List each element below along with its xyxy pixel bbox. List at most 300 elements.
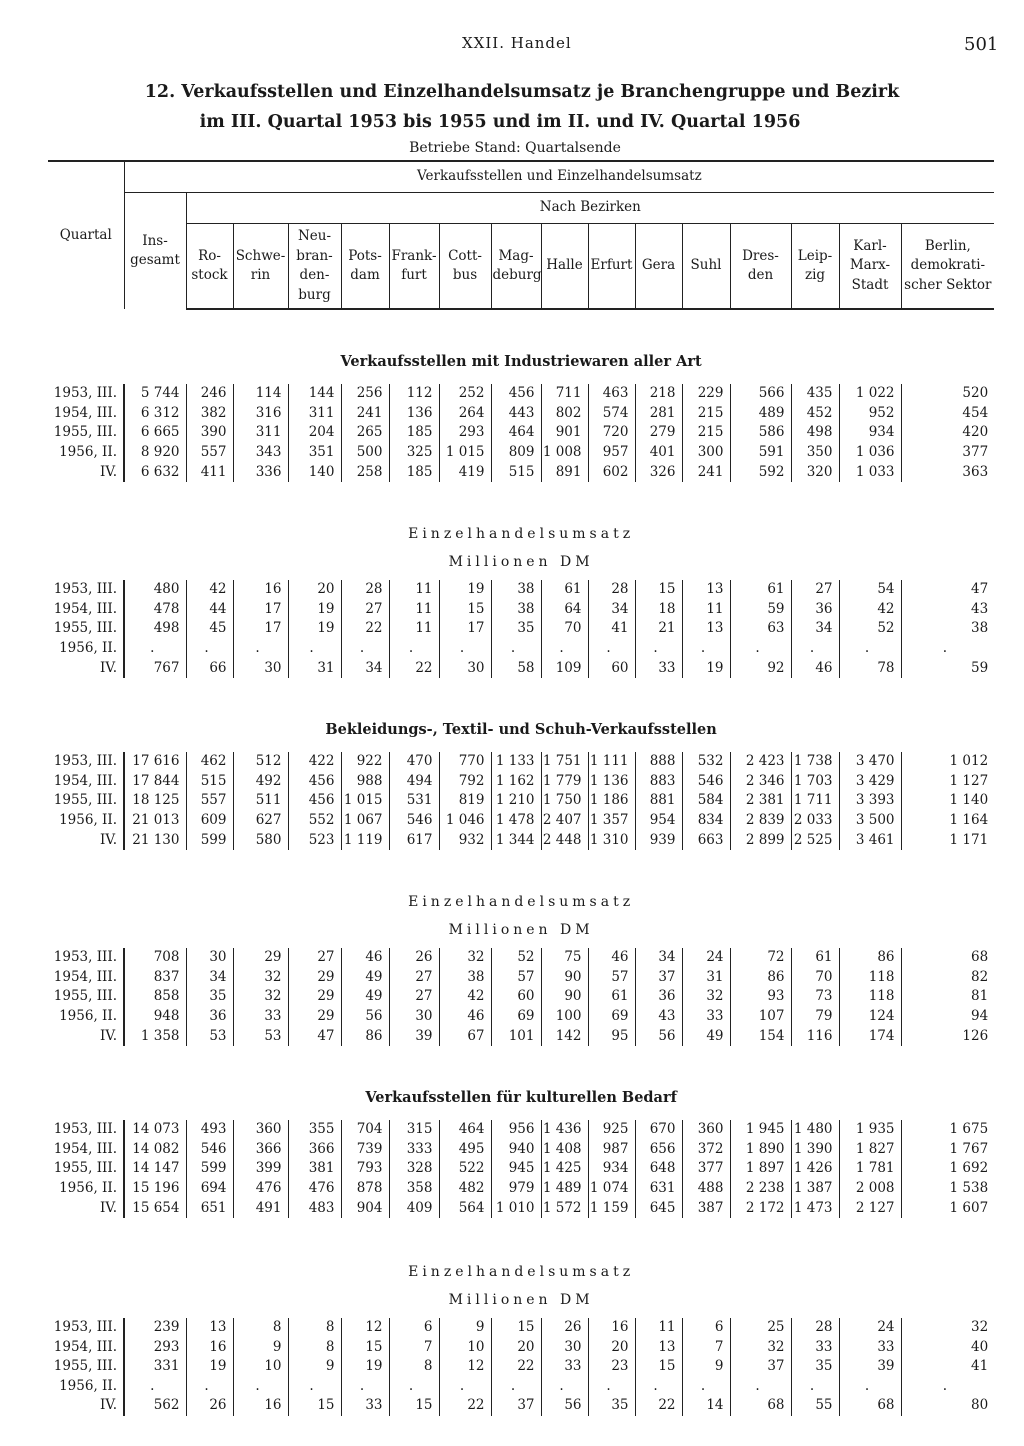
table-cell: 215 [682, 404, 730, 424]
table-cell: 16 [588, 1318, 635, 1338]
table-cell: 69 [491, 1007, 541, 1027]
table-cell: 456 [288, 791, 341, 811]
table-cell: . [588, 639, 635, 659]
table-row [48, 600, 994, 620]
table-cell: 574 [588, 404, 635, 424]
row-label-quartal: IV. [48, 1199, 124, 1219]
table-cell: 377 [901, 443, 994, 463]
table-cell: 1 478 [491, 811, 541, 831]
table-cell: 66 [186, 659, 233, 679]
table-cell: 617 [389, 831, 439, 851]
table-cell: 55 [791, 1396, 839, 1416]
col-header-bezirk: Erfurt [588, 224, 635, 310]
table-header [48, 161, 994, 309]
table-cell: 1 067 [341, 811, 389, 831]
table-cell: 34 [635, 948, 682, 968]
table-cell: 401 [635, 443, 682, 463]
table-cell: 2 448 [541, 831, 588, 851]
table-cell: 1 489 [541, 1179, 588, 1199]
table-cell: 109 [541, 659, 588, 679]
cell-insgesamt: 14 147 [132, 1160, 180, 1177]
table-cell: . [288, 1377, 341, 1397]
cell-insgesamt: 18 125 [132, 792, 180, 809]
table-cell: 881 [635, 791, 682, 811]
table-cell: 33 [541, 1357, 588, 1377]
col-group-header: Verkaufsstellen und Einzelhandelsumsatz [124, 161, 994, 193]
table-cell: 552 [288, 811, 341, 831]
section-heading: Verkaufsstellen für kulturellen Bedarf [365, 1089, 677, 1107]
table-cell: 609 [186, 811, 233, 831]
table-cell: 185 [389, 423, 439, 443]
table-cell: 10 [439, 1338, 491, 1358]
table-cell: 56 [635, 1027, 682, 1047]
table-cell: 49 [341, 987, 389, 1007]
table-cell: 100 [541, 1007, 588, 1027]
table-cell: . [588, 1377, 635, 1397]
table-cell: . [186, 639, 233, 659]
table-cell: 711 [541, 384, 588, 404]
table-cell: 586 [730, 423, 791, 443]
table-cell: 11 [389, 580, 439, 600]
table-cell: 70 [541, 619, 588, 639]
table-cell: 37 [635, 968, 682, 988]
table-cell: 454 [901, 404, 994, 424]
table-cell: 1 897 [730, 1159, 791, 1179]
table-cell: 24 [839, 1318, 901, 1338]
table-cell: 241 [682, 463, 730, 483]
table-cell: 35 [491, 619, 541, 639]
section-heading: Bekleidungs-, Textil- und Schuh-Verkaufsstellen [325, 721, 717, 739]
table-cell: 957 [588, 443, 635, 463]
table-cell: 86 [730, 968, 791, 988]
table-cell: . [233, 639, 288, 659]
table-cell: 43 [901, 600, 994, 620]
table-cell: 12 [341, 1318, 389, 1338]
table-cell: 124 [839, 1007, 901, 1027]
table-row [48, 1179, 994, 1199]
table-cell: 33 [341, 1396, 389, 1416]
row-label-quartal: 1955, III. [48, 1159, 124, 1179]
table-cell: 1 140 [901, 791, 994, 811]
table-cell: 41 [588, 619, 635, 639]
cell-insgesamt: 17 616 [132, 753, 180, 770]
table-cell: 2 033 [791, 811, 839, 831]
table-cell: 904 [341, 1199, 389, 1219]
cell-insgesamt: . [150, 640, 155, 656]
table-cell: 59 [901, 659, 994, 679]
table-cell: 1 186 [588, 791, 635, 811]
table-cell: 1 779 [541, 772, 588, 792]
table-cell: 29 [288, 987, 341, 1007]
table-cell: 1 008 [541, 443, 588, 463]
table-cell: 75 [541, 948, 588, 968]
table-cell: 532 [682, 752, 730, 772]
section-unit: Millionen DM [448, 1292, 594, 1309]
table-cell: 118 [839, 968, 901, 988]
table-cell: 591 [730, 443, 791, 463]
table-cell: 443 [491, 404, 541, 424]
table-cell: 2 346 [730, 772, 791, 792]
table-cell: 20 [288, 580, 341, 600]
table-cell: 114 [233, 384, 288, 404]
table-cell: 17 [233, 619, 288, 639]
table-cell: 316 [233, 404, 288, 424]
table-cell: 1 572 [541, 1199, 588, 1219]
running-title: XXII. Handel [462, 34, 572, 52]
table-cell: . [341, 1377, 389, 1397]
table-cell: 27 [341, 600, 389, 620]
table-cell: 1 046 [439, 811, 491, 831]
table-cell: 476 [288, 1179, 341, 1199]
table-cell: 1 890 [730, 1140, 791, 1160]
table-cell: 9 [439, 1318, 491, 1338]
table-cell: 1 473 [791, 1199, 839, 1219]
table-cell: 834 [682, 811, 730, 831]
table-cell: 40 [901, 1338, 994, 1358]
table-cell: 28 [588, 580, 635, 600]
table-row [48, 1140, 994, 1160]
table-cell: 52 [839, 619, 901, 639]
table-cell: 39 [839, 1357, 901, 1377]
table-cell: 328 [389, 1159, 439, 1179]
table-cell: 483 [288, 1199, 341, 1219]
table-cell: 86 [839, 948, 901, 968]
table-cell: 891 [541, 463, 588, 483]
table-cell: 883 [635, 772, 682, 792]
table-cell: 1 425 [541, 1159, 588, 1179]
table-cell: 1 675 [901, 1120, 994, 1140]
col-header-quartal: Quartal [48, 161, 124, 309]
table-cell: . [491, 1377, 541, 1397]
table-row [48, 811, 994, 831]
col-header-bezirk: Pots- dam [341, 224, 389, 310]
table-cell: 36 [635, 987, 682, 1007]
table-cell: 326 [635, 463, 682, 483]
table-cell: 531 [389, 791, 439, 811]
cell-insgesamt: 8 920 [140, 444, 180, 461]
table-cell: 495 [439, 1140, 491, 1160]
table-cell: 584 [682, 791, 730, 811]
table-row [48, 752, 994, 772]
table-cell: 411 [186, 463, 233, 483]
table-cell: 46 [439, 1007, 491, 1027]
table-cell: 1 164 [901, 811, 994, 831]
table-cell: 53 [233, 1027, 288, 1047]
row-label-quartal: 1953, III. [48, 752, 124, 772]
row-label-quartal: IV. [48, 659, 124, 679]
table-cell: 11 [682, 600, 730, 620]
table-cell: 2 172 [730, 1199, 791, 1219]
table-cell: 464 [491, 423, 541, 443]
table-cell: 300 [682, 443, 730, 463]
table-cell: 940 [491, 1140, 541, 1160]
table-cell: 68 [730, 1396, 791, 1416]
table-cell: 320 [791, 463, 839, 483]
table-cell: . [730, 1377, 791, 1397]
table-cell: . [682, 639, 730, 659]
table-cell: 2 423 [730, 752, 791, 772]
table-row [48, 948, 994, 968]
table-cell: 19 [439, 580, 491, 600]
cell-insgesamt: 5 744 [140, 385, 180, 402]
table-cell: 420 [901, 423, 994, 443]
col-header-bezirk: Dres- den [730, 224, 791, 310]
table-cell: 1 480 [791, 1120, 839, 1140]
table-cell: 1 119 [341, 831, 389, 851]
row-label-quartal: 1955, III. [48, 619, 124, 639]
table-cell: 580 [233, 831, 288, 851]
cell-insgesamt: 948 [153, 1007, 180, 1024]
table-cell: 945 [491, 1159, 541, 1179]
table-cell: 22 [389, 659, 439, 679]
table-cell: 377 [682, 1159, 730, 1179]
table-cell: 33 [839, 1338, 901, 1358]
table-cell: 56 [541, 1396, 588, 1416]
table-cell: 9 [682, 1357, 730, 1377]
table-cell: 557 [186, 443, 233, 463]
table-cell: 34 [791, 619, 839, 639]
table-cell: 1 357 [588, 811, 635, 831]
table-cell: . [791, 1377, 839, 1397]
table-cell: 456 [288, 772, 341, 792]
row-label-quartal: 1956, II. [48, 1007, 124, 1027]
table-cell: 185 [389, 463, 439, 483]
table-cell: 802 [541, 404, 588, 424]
table-cell: 1 033 [839, 463, 901, 483]
table-cell: 2 899 [730, 831, 791, 851]
table-cell: 1 426 [791, 1159, 839, 1179]
table-cell: 599 [186, 1159, 233, 1179]
row-label-quartal: IV. [48, 1396, 124, 1416]
table-row [48, 1007, 994, 1027]
col-header-bezirk: Gera [635, 224, 682, 310]
table-cell: 112 [389, 384, 439, 404]
table-cell: 522 [439, 1159, 491, 1179]
table-cell: 20 [491, 1338, 541, 1358]
section-subheading: Einzelhandelsumsatz [408, 894, 635, 911]
col-header-bezirk: Ro- stock [186, 224, 233, 310]
table-cell: 67 [439, 1027, 491, 1047]
table-cell: 265 [341, 423, 389, 443]
table-cell: 355 [288, 1120, 341, 1140]
table-cell: 482 [439, 1179, 491, 1199]
cell-insgesamt: 21 013 [132, 811, 180, 828]
table-cell: 809 [491, 443, 541, 463]
table-cell: 7 [389, 1338, 439, 1358]
table-cell: 651 [186, 1199, 233, 1219]
table-cell: . [491, 639, 541, 659]
table-cell: 325 [389, 443, 439, 463]
table-cell: 36 [186, 1007, 233, 1027]
table-cell: 61 [791, 948, 839, 968]
table-cell: 256 [341, 384, 389, 404]
table-cell: 901 [541, 423, 588, 443]
table-cell: 476 [233, 1179, 288, 1199]
table-cell: 144 [288, 384, 341, 404]
table-cell: . [439, 1377, 491, 1397]
table-cell: 21 [635, 619, 682, 639]
table-cell: 1 387 [791, 1179, 839, 1199]
section-heading: Verkaufsstellen mit Industriewaren aller Art [340, 353, 702, 371]
table-cell: 648 [635, 1159, 682, 1179]
table-cell: 126 [901, 1027, 994, 1047]
row-label-quartal: IV. [48, 831, 124, 851]
col-header-bezirk: Suhl [682, 224, 730, 310]
table-cell: 343 [233, 443, 288, 463]
table-cell: 46 [588, 948, 635, 968]
table-cell: 29 [288, 1007, 341, 1027]
table-cell: 116 [791, 1027, 839, 1047]
table-cell: 2 381 [730, 791, 791, 811]
table-cell: . [389, 639, 439, 659]
table-cell: 17 [233, 600, 288, 620]
table-cell: 2 407 [541, 811, 588, 831]
table-cell: . [730, 639, 791, 659]
table-cell: 140 [288, 463, 341, 483]
cell-insgesamt: 478 [153, 600, 180, 617]
col-header-insgesamt: Ins- gesamt [124, 193, 186, 310]
cell-insgesamt: 331 [153, 1358, 180, 1375]
col-header-nach-bezirken: Nach Bezirken [186, 193, 994, 224]
table-cell: 512 [233, 752, 288, 772]
row-label-quartal: IV. [48, 1027, 124, 1047]
table-row [48, 968, 994, 988]
table-cell: 387 [682, 1199, 730, 1219]
table-cell: 82 [901, 968, 994, 988]
table-cell: . [233, 1377, 288, 1397]
table-cell: 9 [288, 1357, 341, 1377]
table-cell: 557 [186, 791, 233, 811]
table-cell: 90 [541, 968, 588, 988]
table-cell: 8 [389, 1357, 439, 1377]
table-cell: 22 [635, 1396, 682, 1416]
table-cell: 491 [233, 1199, 288, 1219]
table-cell: 1 133 [491, 752, 541, 772]
table-cell: 41 [901, 1357, 994, 1377]
table-cell: 2 839 [730, 811, 791, 831]
table-cell: 142 [541, 1027, 588, 1047]
table-cell: 246 [186, 384, 233, 404]
row-label-quartal: 1954, III. [48, 1338, 124, 1358]
table-cell: 30 [389, 1007, 439, 1027]
table-cell: 15 [389, 1396, 439, 1416]
table-cell: 34 [186, 968, 233, 988]
section-unit: Millionen DM [448, 554, 594, 571]
table-cell: 523 [288, 831, 341, 851]
table-cell: . [839, 1377, 901, 1397]
table-cell: . [186, 1377, 233, 1397]
table-cell: . [635, 1377, 682, 1397]
table-cell: 670 [635, 1120, 682, 1140]
table-cell: 1 751 [541, 752, 588, 772]
table-cell: 42 [186, 580, 233, 600]
table-cell: 351 [288, 443, 341, 463]
table-cell: 979 [491, 1179, 541, 1199]
table-cell: . [288, 639, 341, 659]
table-cell: 464 [439, 1120, 491, 1140]
col-header-bezirk: Frank- furt [389, 224, 439, 310]
table-cell: 35 [186, 987, 233, 1007]
table-cell: 9 [233, 1338, 288, 1358]
col-header-bezirk: Berlin, demokrati- scher Sektor [901, 224, 994, 310]
cell-insgesamt: 562 [153, 1397, 180, 1414]
table-cell: 462 [186, 752, 233, 772]
table-cell: 360 [682, 1120, 730, 1140]
table-cell: 28 [341, 580, 389, 600]
cell-insgesamt: . [150, 1377, 155, 1394]
table-cell: 954 [635, 811, 682, 831]
table-cell: 1 692 [901, 1159, 994, 1179]
table-cell: 73 [791, 987, 839, 1007]
table-cell: 29 [233, 948, 288, 968]
table-cell: 27 [791, 580, 839, 600]
table-cell: 37 [730, 1357, 791, 1377]
table-cell: 3 429 [839, 772, 901, 792]
table-cell: 6 [682, 1318, 730, 1338]
table-row [48, 791, 994, 811]
table-cell: 30 [233, 659, 288, 679]
table-cell: 336 [233, 463, 288, 483]
table-cell: 1 012 [901, 752, 994, 772]
table-cell: 86 [341, 1027, 389, 1047]
table-cell: 69 [588, 1007, 635, 1027]
table-cell: 1 159 [588, 1199, 635, 1219]
table-cell: 520 [901, 384, 994, 404]
table-cell: 366 [288, 1140, 341, 1160]
cell-insgesamt: 480 [153, 581, 180, 598]
table-cell: 1 945 [730, 1120, 791, 1140]
table-cell: 90 [541, 987, 588, 1007]
table-cell: 500 [341, 443, 389, 463]
table-row [48, 831, 994, 851]
table-cell: 24 [682, 948, 730, 968]
table-cell: 26 [186, 1396, 233, 1416]
section-subheading: Einzelhandelsumsatz [408, 1264, 635, 1281]
table-cell: 92 [730, 659, 791, 679]
table-cell: 435 [791, 384, 839, 404]
table-cell: 15 [439, 600, 491, 620]
table-cell: 704 [341, 1120, 389, 1140]
table-cell: 311 [288, 404, 341, 424]
table-cell: 409 [389, 1199, 439, 1219]
table-cell: 70 [791, 968, 839, 988]
table-cell: 31 [682, 968, 730, 988]
table-cell: 81 [901, 987, 994, 1007]
table-cell: 281 [635, 404, 682, 424]
table-cell: 68 [901, 948, 994, 968]
table-cell: 33 [682, 1007, 730, 1027]
table-cell: 16 [233, 580, 288, 600]
cell-insgesamt: 239 [153, 1319, 180, 1336]
table-cell: . [541, 639, 588, 659]
table-cell: . [839, 639, 901, 659]
table-cell: 878 [341, 1179, 389, 1199]
table-cell: 399 [233, 1159, 288, 1179]
col-header-bezirk: Cott- bus [439, 224, 491, 310]
table-cell: 819 [439, 791, 491, 811]
table-cell: 925 [588, 1120, 635, 1140]
table-cell: 2 238 [730, 1179, 791, 1199]
table-cell: 1 750 [541, 791, 588, 811]
table-cell: 11 [389, 619, 439, 639]
cell-insgesamt: 837 [153, 968, 180, 985]
row-label-quartal: 1953, III. [48, 384, 124, 404]
table-cell: 390 [186, 423, 233, 443]
table-cell: 17 [439, 619, 491, 639]
table-cell: 218 [635, 384, 682, 404]
table-row [48, 1159, 994, 1179]
row-label-quartal: 1954, III. [48, 404, 124, 424]
